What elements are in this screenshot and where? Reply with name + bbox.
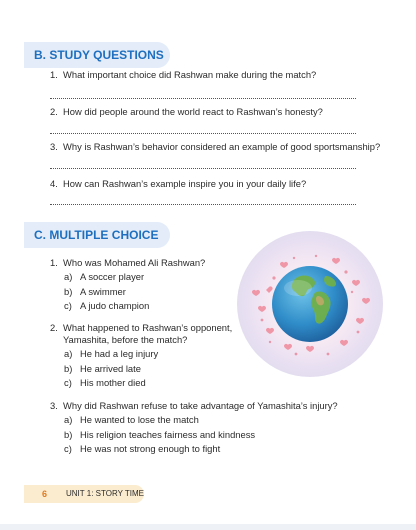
option-text: His mother died [80,377,146,388]
option-letter: b) [64,429,73,440]
question-number: 2. [50,322,58,333]
question-text: Who was Mohamed Ali Rashwan? [63,257,206,268]
section-heading-multiple-choice: C. MULTIPLE CHOICE [24,222,170,248]
question-number: 1. [50,69,58,80]
answer-line-4[interactable] [50,204,356,205]
question-number: 4. [50,178,58,189]
option-text: He wanted to lose the match [80,414,199,425]
question-number: 1. [50,257,58,268]
option-text: A swimmer [80,286,126,297]
globe-icon [236,230,384,378]
option-letter: a) [64,348,73,359]
option-letter: a) [64,414,73,425]
option-text: A soccer player [80,271,145,282]
option-text: A judo champion [80,300,150,311]
page-number: 6 [42,489,48,499]
question-text: How did people around the world react to Rashwan’s honesty? [63,106,323,117]
option-text: He arrived late [80,363,141,374]
question-number: 3. [50,400,58,411]
option-text: He was not strong enough to fight [80,443,221,454]
section-heading-study-questions: B. STUDY QUESTIONS [24,42,170,68]
unit-label: UNIT 1: STORY TIME [66,489,144,498]
question-text: Why did Rashwan refuse to take advantage of Yamashita’s injury? [63,400,338,411]
answer-line-3[interactable] [50,168,356,169]
option-letter: c) [64,300,72,311]
question-text: What important choice did Rashwan make during the match? [63,69,317,80]
question-text: What happened to Rashwan’s opponent, Yamashita, before the match? [63,322,233,345]
question-number: 3. [50,141,58,152]
answer-line-1[interactable] [50,98,356,99]
globe-hearts-illustration [236,230,384,378]
option-text: He had a leg injury [80,348,159,359]
answer-line-2[interactable] [50,133,356,134]
page-bottom-edge [0,524,416,530]
question-number: 2. [50,106,58,117]
option-letter: c) [64,443,72,454]
page-footer [24,485,144,503]
option-letter: a) [64,271,73,282]
option-text: His religion teaches fairness and kindness [80,429,256,440]
option-letter: b) [64,286,73,297]
option-letter: b) [64,363,73,374]
question-text: How can Rashwan’s example inspire you in your daily life? [63,178,307,189]
option-letter: c) [64,377,72,388]
question-text: Why is Rashwan’s behavior considered an example of good sportsmanship? [63,141,381,152]
